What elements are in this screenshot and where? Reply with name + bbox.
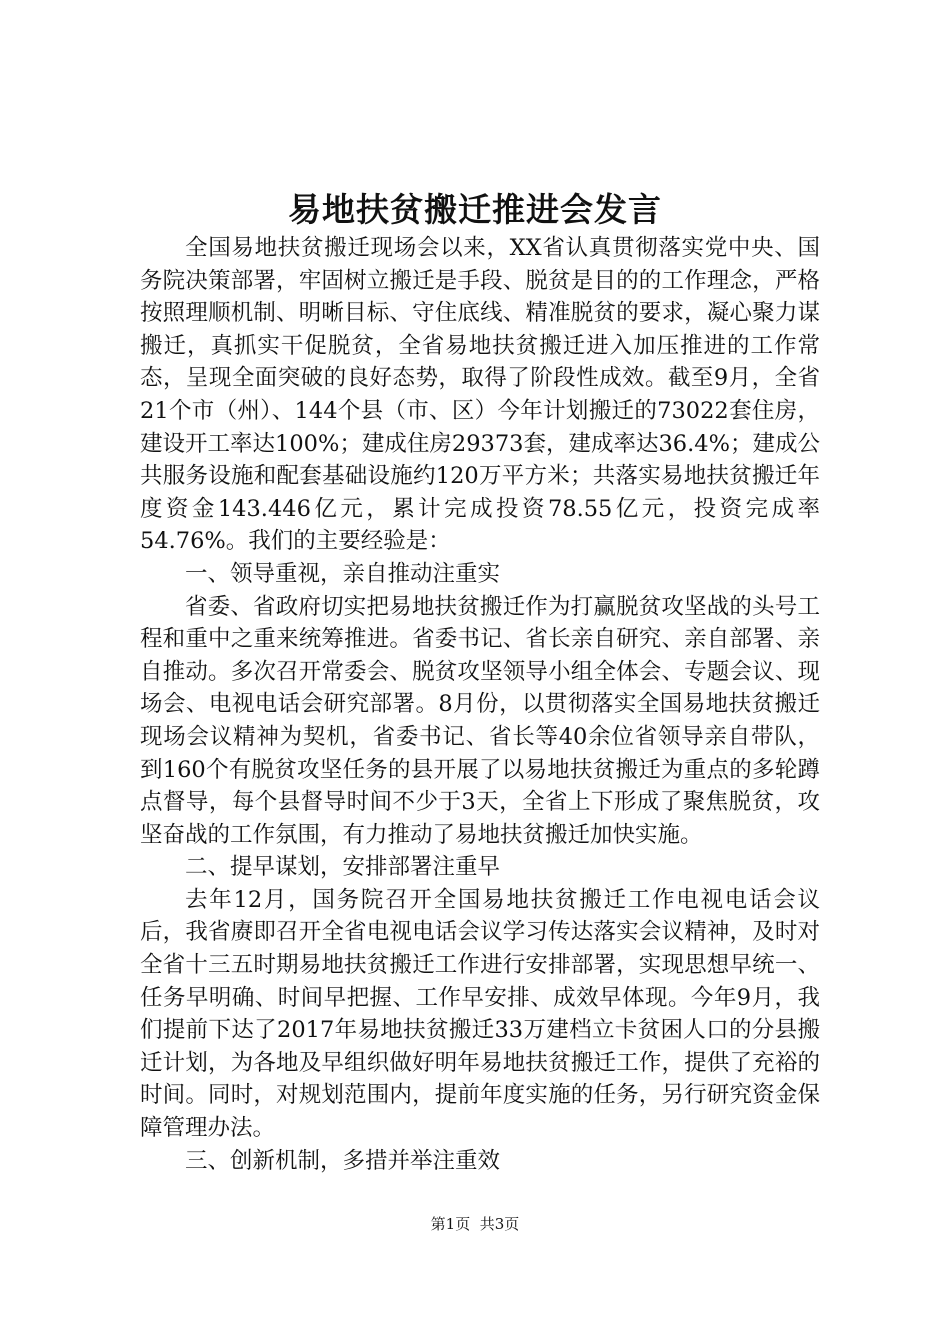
document-title: 易地扶贫搬迁推进会发言 xyxy=(288,190,662,229)
section-paragraph-1: 省委、省政府切实把易地扶贫搬迁作为打赢脱贫攻坚战的头号工程和重中之重来统筹推进。省委书记、省长亲自研究、亲自部署、亲自推动。多次召开常委会、脱贫攻坚领导小组全体会、专题会议、现场会、电视电话会研究部署。8月份，以贯彻落实全国易地扶贫搬迁现场会议精神为契机，省委书记、省长等40余位省领导亲自带队，到160个有脱贫攻坚任务的县开展了以易地扶贫搬迁为重点的多轮蹲点督导，每个县督导时间不少于3天，全省上下形成了聚焦脱贫，攻坚奋战的工作氛围，有力推动了易地扶贫搬迁加快实施。 xyxy=(140,593,820,848)
page-number: 第1页 xyxy=(430,1215,471,1233)
page-footer xyxy=(0,1214,950,1234)
section-heading-1: 一、领导重视，亲自推动注重实 xyxy=(185,560,501,587)
section-heading-2: 二、提早谋划，安排部署注重早 xyxy=(185,854,501,881)
section-heading-3: 三、创新机制，多措并举注重效 xyxy=(185,1147,501,1174)
page-total: 共3页 xyxy=(479,1215,520,1233)
section-paragraph-2: 去年12月，国务院召开全国易地扶贫搬迁工作电视电话会议后，我省赓即召开全省电视电话会议学习传达落实会议精神，及时对全省十三五时期易地扶贫搬迁工作进行安排部署，实现思想早统一、任务早明确、时间早把握、工作早安排、成效早体现。今年9月，我们提前下达了2017年易地扶贫搬迁33万建档立卡贫困人口的分县搬迁计划，为各地及早组织做好明年易地扶贫搬迁工作，提供了充裕的时间。同时，对规划范围内，提前年度实施的任务，另行研究资金保障管理办法。 xyxy=(140,886,820,1142)
document-body xyxy=(140,232,820,1177)
intro-paragraph: 全国易地扶贫搬迁现场会以来，XX省认真贯彻落实党中央、国务院决策部署，牢固树立搬迁是手段、脱贫是目的的工作理念，严格按照理顺机制、明晰目标、守住底线、精准脱贫的要求，凝心聚力谋搬迁，真抓实干促脱贫，全省易地扶贫搬迁进入加压推进的工作常态，呈现全面突破的良好态势，取得了阶段性成效。截至9月，全省21个市（州）、144个县（市、区）今年计划搬迁的73022套住房，建设开工率达100%；建成住房29373套，建成率达36.4%；建成公共服务设施和配套基础设施约120万平方米；共落实易地扶贫搬迁年度资金143.446亿元，累计完成投资78.55亿元，投资完成率54.76%。我们的主要经验是： xyxy=(140,235,820,555)
